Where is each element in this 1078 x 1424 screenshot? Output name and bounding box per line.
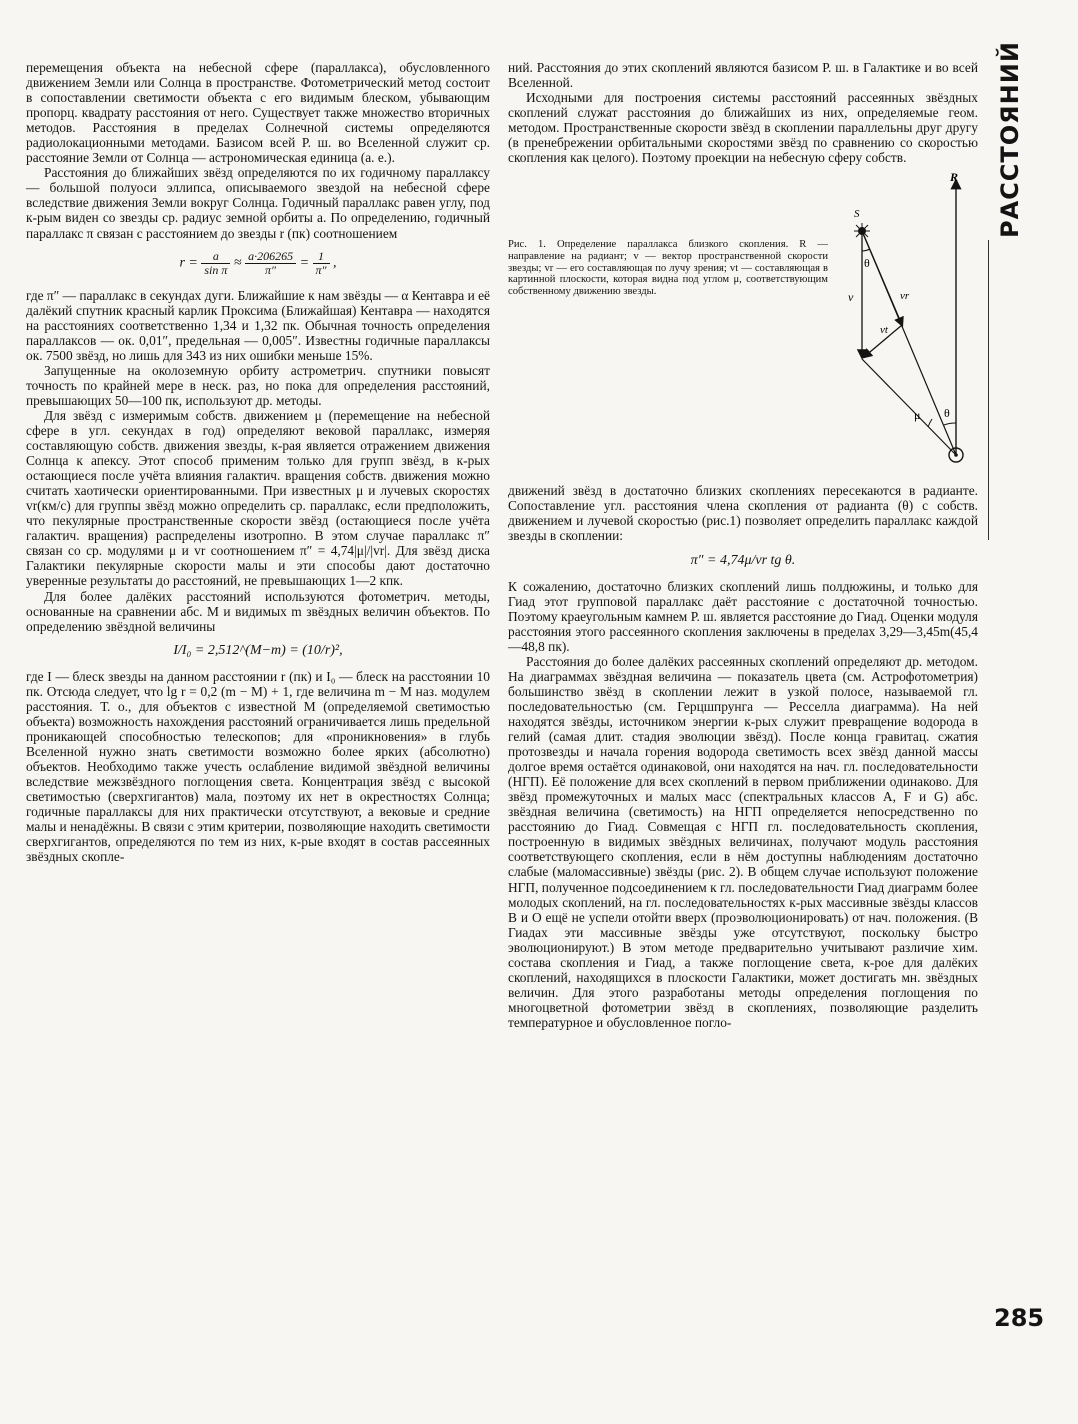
- paragraph: Исходными для построения системы расстояний рассеянных звёздных скоплений служат расстояния до ближайших из них, определяемые геом. методом. Пространственные скорости звёзд в скоплении параллельны друг другу (в пренебрежении орбитальными скоростями звёзд по сравнению со скоростью скопления как целого). Поэтому проекции на небесную сферу собств.: [508, 90, 978, 166]
- paragraph: Для звёзд с измеримым собств. движением μ (перемещение на небесной сфере в угл. секундах в год) определяют вековой параллакс, измеряя составляющую собств. движения звезды, к-рая является отражением движения Солнца к апексу. Этот способ применим только для групп звёзд, в к-рых остающиеся после учёта влияния галактич. вращения собств. движения можно считать хаотически ориентированными. При известных μ и лучевых скоростях vr(км/с) для группы звёзд можно определить ср. параллакс, если предположить, что пекулярные пространственные скорости звёзд (остающиеся после учёта галактич. вращения) распределены изотропно. В этом случае параллакс π″ связан со ср. модулями μ и vr соотношением π″ = 4,74|μ|/|vr|. Для звёзд диска Галактики пекулярные скорости малы и эти способы дают достаточно уверенные результаты до расстояний, не превышающих 1—2 кпк.: [26, 407, 490, 589]
- paragraph: ний. Расстояния до этих скоплений являются базисом Р. ш. в Галактике и во всей Вселенной.: [508, 60, 978, 91]
- running-head: РАССТОЯНИЙ: [996, 41, 1024, 238]
- right-column: [508, 60, 978, 1030]
- fraction-numerator: a: [201, 250, 230, 264]
- theta-arc-star: [862, 249, 870, 251]
- fraction: [201, 250, 230, 277]
- radial-component: [862, 231, 902, 325]
- formula-group-parallax: π″ = 4,74μ/vr tg θ.: [690, 552, 796, 568]
- fraction-denominator: π″: [315, 262, 327, 277]
- left-column: [26, 60, 490, 864]
- label-vr: vr: [900, 290, 910, 303]
- fraction-denominator: sin π: [204, 262, 228, 277]
- fraction-numerator: 1: [313, 250, 330, 264]
- parallax-diagram: [828, 173, 978, 473]
- label-v: v: [848, 290, 854, 305]
- formula-part: ,: [329, 255, 337, 271]
- fraction-numerator: a·206265: [245, 250, 296, 264]
- formula-part: r =: [179, 255, 202, 271]
- paragraph: Расстояния до более далёких рассеянных скоплений определяют др. методом. На диаграммах звёздная величина — показатель цвета (см. Астрофотометрия) большинство звёзд в скоплении лежит в узкой полосе, называемой гл. последовательностью (см. Герцшпрунга — Ресселла диаграмма). На ней находятся звёзды, источником энергии к-рых служит превращение водорода в гелий (самая длит. стадия эволюции звёзд). После конца гравитац. сжатия протозвезды и начала горения водорода светимость всех звёзд данной массы долгое время остаётся одинаковой, они находятся на нач. гл. последовательности (НГП). Её положение для всех скоплений в первом приближении одинаково. Для звёзд промежуточных и малых масс (спектральных классов A, F и G) абс. звёздная величина (светимость) на НГП определяется непосредственно по расстоянию до Гиад. Совмещая с НГП гл. последовательность скопления, построенную в видимых звёздных величинах, получают модуль расстояния соответствующего скопления, если в нём доступны наблюдениям достаточно слабые (маломассивные) звёзды (рис. 2). В общем случае используют положение НГП, полученное подсоединением к гл. последовательности Гиад диаграмм более молодых скоплений, на гл. последовательностях к-рых массивные звёзды классов B и O ещё не успели отойти вверх (проэволюционировать) от нач. положения. (В Гиадах эти массивные звёзды уже отсутствуют, поскольку быстро эволюционируют.) В этом методе предварительно учитывают различие хим. состава скопления и Гиад, а также поглощение света, к-рое для далёких скоплений, находящихся в плоскости Галактики, может достигать мн. звёздных величин. Для этого разработаны методы определения поглощения по многоцветной фотометрии звёзд в скоплениях, позволяющие разделить температурное и обусловленное погло-: [508, 653, 978, 1030]
- mu-arc: [928, 419, 932, 427]
- page-number: 285: [994, 1304, 1045, 1332]
- paragraph: где π″ — параллакс в секундах дуги. Ближайшие к нам звёзды — α Кентавра и её далёкий спутник красный карлик Проксима (Ближайшая) Кентавра — находятся на расстояниях соответственно 1,34 и 1,32 пк. Обычная точность определения параллаксов — ок. 0,01″, предельная — 0,005″. Известны годичные параллаксы ок. 7500 звёзд, но лишь для 343 из них ошибки меньше 15%.: [26, 287, 490, 363]
- formula-magnitude: I/I₀ = 2,512^(M−m) = (10/r)²,: [173, 642, 343, 658]
- formula-parallax: [26, 250, 490, 277]
- fraction: [313, 250, 330, 277]
- paragraph: Расстояния до ближайших звёзд определяются по их годичному параллаксу — большой полуоси эллипса, описываемого звездой на небесной сфере вследствие движения Земли вокруг Солнца. Годичный параллакс равен углу, под к-рым виден со звезды ср. радиус земной орбиты a. По определению, годичный параллакс π связан с расстоянием до звезды r (пк) соотношением: [26, 165, 490, 241]
- label-mu: μ: [914, 408, 921, 423]
- paragraph: перемещения объекта на небесной сфере (параллакса), обусловленного движением Земли или Солнца в пространстве. Фотометрический метод состоит в сопоставлении светимости объекта с его видимым блеском, убывающим пропорц. квадрату расстояния от него. Существует также множество вторичных методов. Расстояния в пределах Солнечной системы определяются радиолокационными методами. Базисом всей Р. ш. во Вселенной служит ср. расстояние Земли от Солнца — астрономическая единица (а. е.).: [26, 60, 490, 166]
- paragraph: Запущенные на околоземную орбиту астрометрич. спутники повысят точность по крайней мере в неск. раз, но пока для определения расстояний, превышающих 50—100 пк, используют др. методы.: [26, 362, 490, 408]
- margin-rule: [988, 240, 989, 540]
- label-R: R: [950, 173, 959, 185]
- label-vt: vt: [880, 324, 888, 337]
- paragraph: Для более далёких расстояний используются фотометрич. методы, основанные на сравнении абс. M и видимых m звёздных величин объектов. По определению звёздной величины: [26, 588, 490, 634]
- paragraph: К сожалению, достаточно близких скоплений лишь полдюжины, и только для Гиад этот групповой параллакс даёт расстояние с достаточной точностью. Поэтому краеугольным камнем Р. ш. является расстояние до Гиад. Оценки модуля расстояния этого рассеянного скопления заключены в пределах 3,29—3,45m(45,4—48,8 пк).: [508, 578, 978, 654]
- fraction: [245, 250, 296, 277]
- figure-caption: Рис. 1. Определение параллакса близкого скопления. R — направление на радиант; v — вектор пространственной скорости звезды; vr — его составляющая по лучу зрения; vt — составляющая в картинной плоскости, которая видна под углом μ, соответствующим собственному движению звезды.: [508, 239, 828, 297]
- apparent-direction: [862, 359, 956, 455]
- formula-part: =: [296, 255, 313, 271]
- figure-1: [508, 173, 978, 479]
- label-S: S: [854, 208, 860, 221]
- fraction-denominator: π″: [265, 262, 277, 277]
- theta-arc-observer: [944, 423, 956, 425]
- paragraph: движений звёзд в достаточно близких скоплениях пересекаются в радианте. Сопоставление угл. расстояния члена скопления от радианта (θ) с собств. движением и лучевой скоростью (рис.1) позволяет определить параллакс каждой звезды в скоплении:: [508, 483, 978, 544]
- paragraph: где I — блеск звезды на данном расстоянии r (пк) и I₀ — блеск на расстоянии 10 пк. Отсюда следует, что lg r = 0,2 (m − M) + 1, где величина m − M наз. модулем расстояния. Т. о., для объектов с известной M (определяемой светимостью объекта) возможность нахождения расстояний ограничивается лишь предельной проникающей способностью телескопов; для «проникновения» в глубь Вселенной нужно знать светимости возможно более ярких (абсолютно) объектов. Необходимо также учесть ослабление видимой звёздной величины вследствие межзвёздного поглощения света. Концентрация звёзд с высокой светимостью (сверхгигантов) мала, поэтому их нет в окрестностях Солнца; годичные параллаксы для них практически отсутствуют, а вековые и средние малы и ненадёжны. В связи с этим критерии, позволяющие находить светимости сверхгигантов, определяются по тем из них, к-рые входят в состав рассеянных звёздных скопле-: [26, 668, 490, 865]
- label-theta-star: θ: [864, 256, 870, 271]
- label-theta-observer: θ: [944, 406, 950, 421]
- formula-part: ≈: [230, 255, 246, 271]
